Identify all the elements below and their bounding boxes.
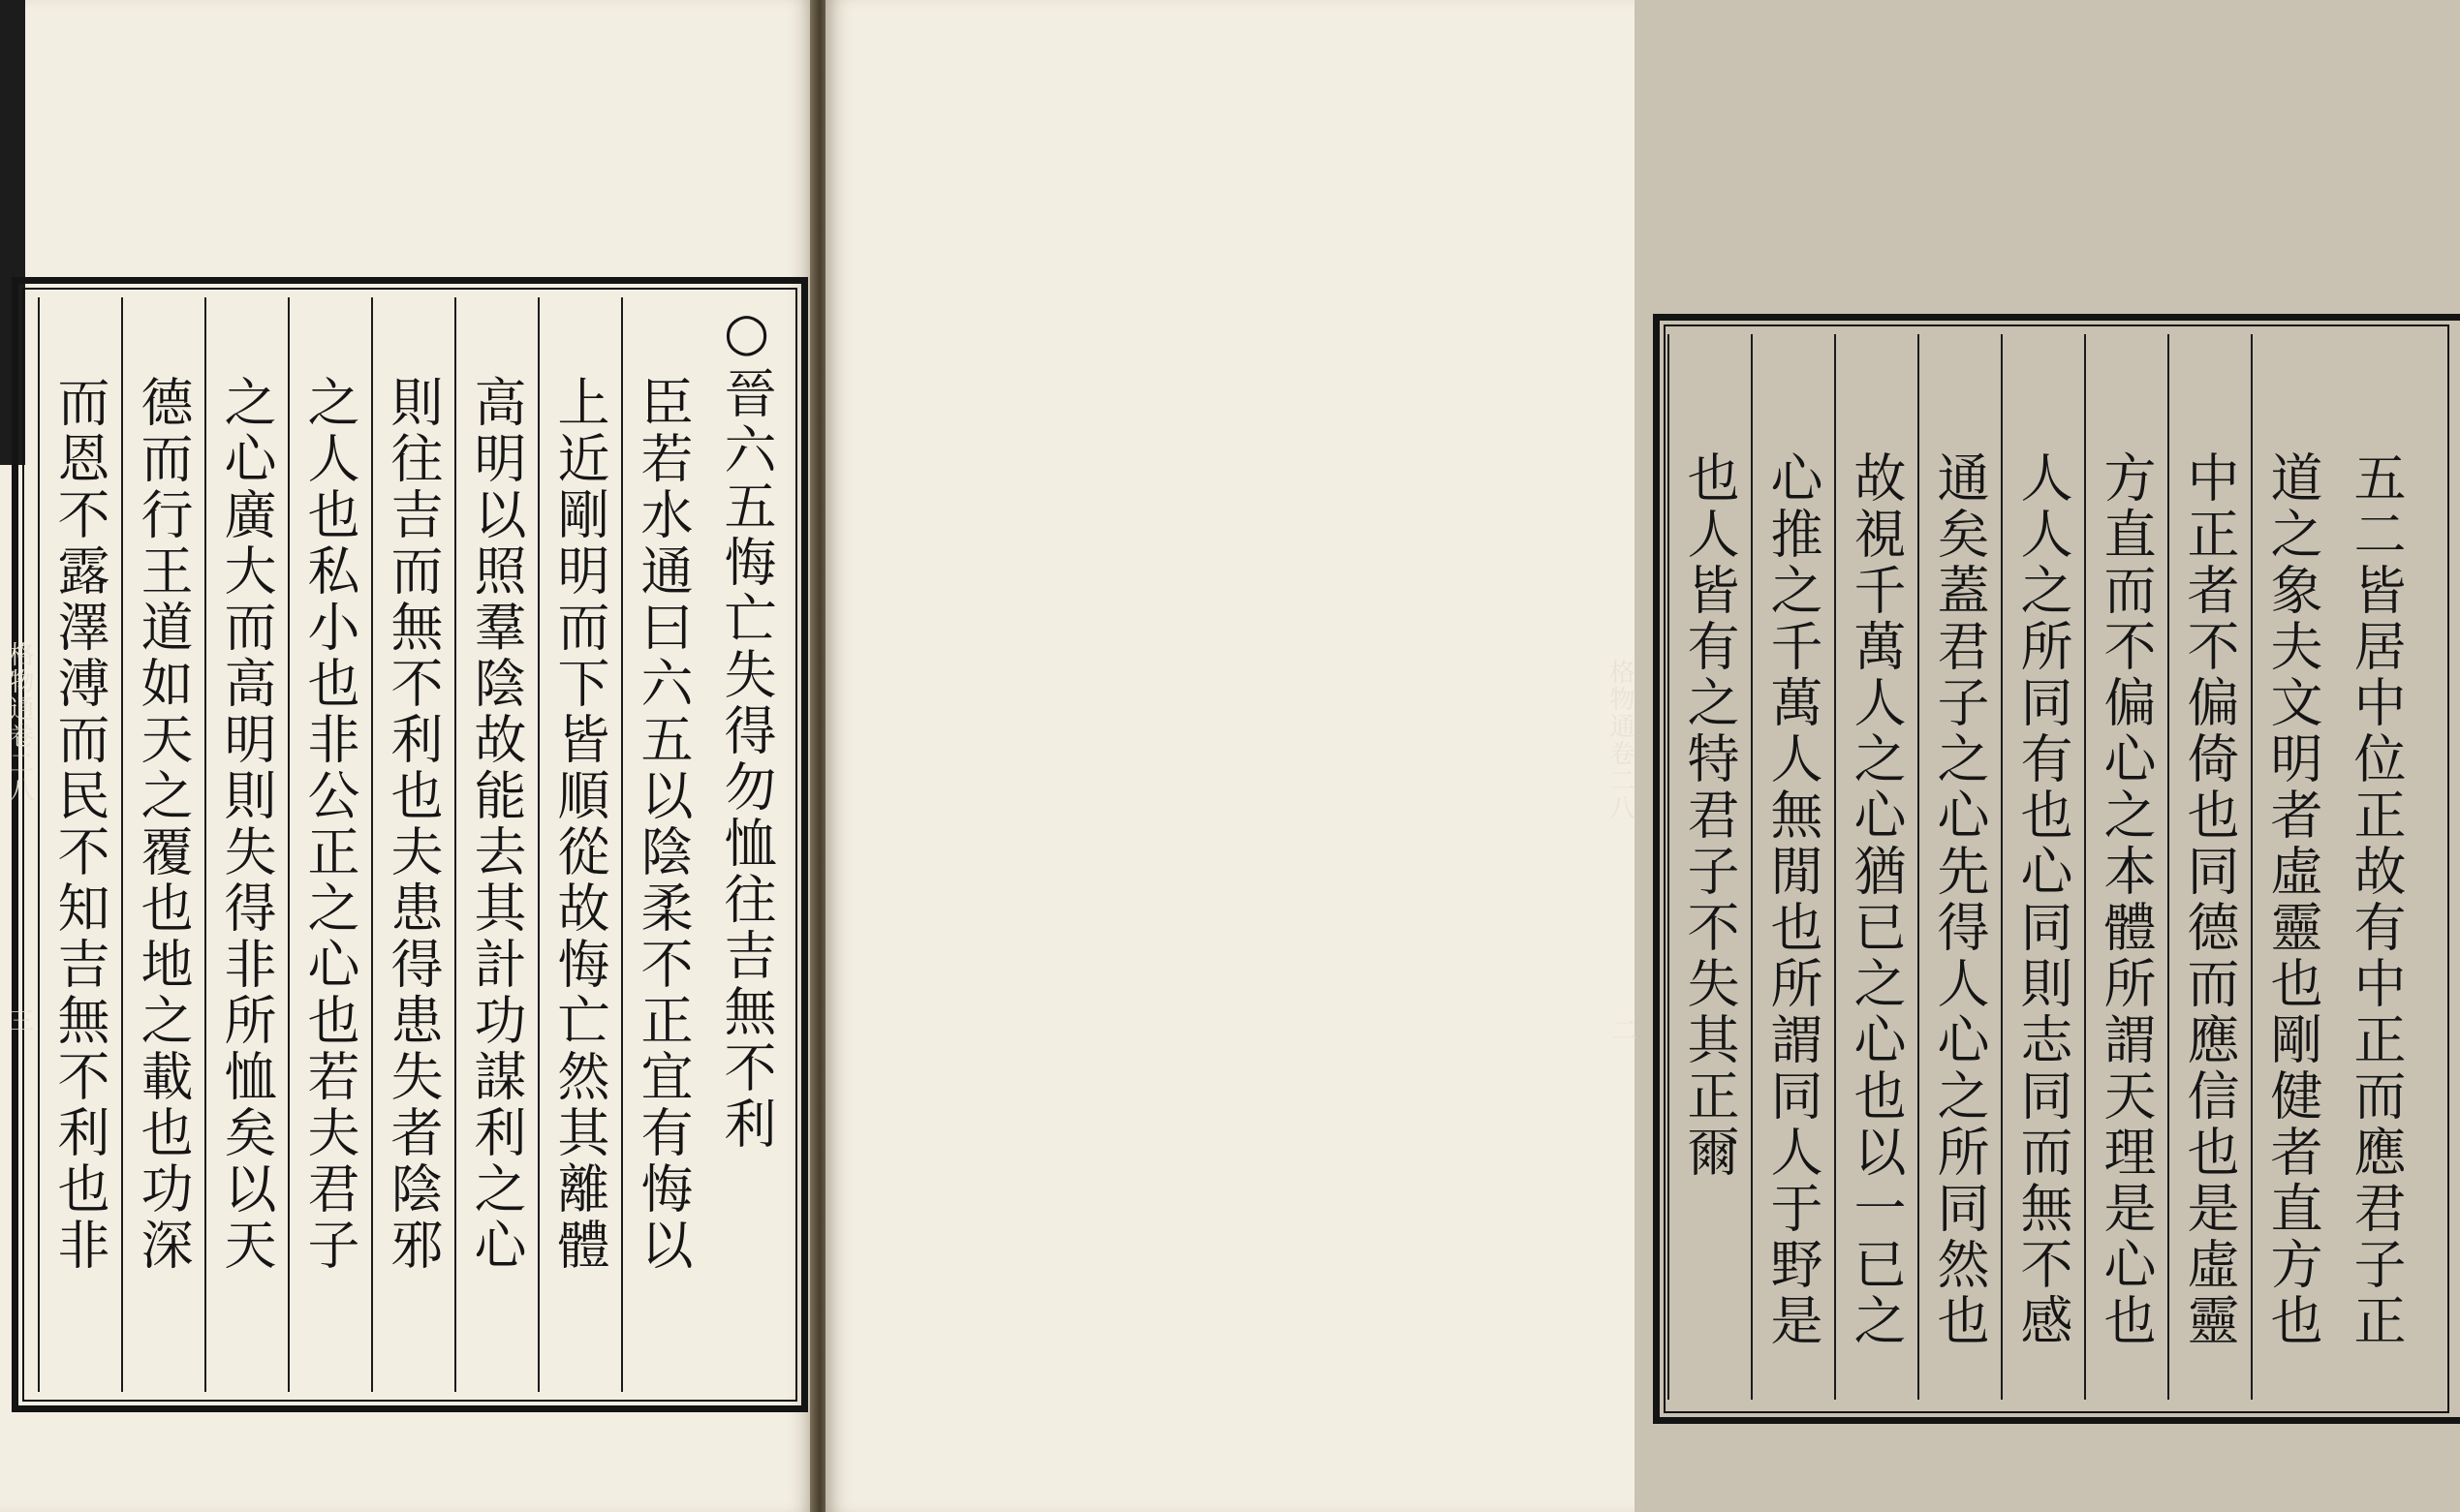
right-column-2: 道之象夫文明者虛靈也剛健者直方也 [2251,334,2334,1400]
right-page-number: 二 [1607,1017,1636,1044]
left-column-2: 臣若水通曰六五以陰柔不正宜有悔以 [621,297,704,1392]
right-column-1: 五二皆居中位正故有中正而應君子正 [2346,450,2407,1349]
right-column-8: 心推之千萬人無閒也所謂同人于野是 [1751,334,1834,1400]
left-column-9: 而恩不露澤溥而民不知吉無不利也非 [38,297,121,1392]
left-column-1: ○晉六五悔亡失得勿恤往吉無不利 [716,301,777,1153]
right-margin-label: 格物通卷二八 [1605,659,1635,821]
left-column-3: 上近剛明而下皆順從故悔亡然其離體 [538,297,621,1392]
right-column-5: 人人之所同有也心同則志同而無不感 [2001,334,2084,1400]
right-column-4: 方直而不偏心之本體所謂天理是心也 [2084,334,2167,1400]
left-text-frame [12,277,808,1412]
left-column-4: 高明以照羣陰故能去其計功謀利之心 [454,297,538,1392]
right-column-9: 也人皆有之特君子不失其正爾 [1667,334,1751,1400]
left-column-5: 則往吉而無不利也夫患得患失者陰邪 [371,297,454,1392]
left-page [0,0,814,1512]
right-column-7: 故視千萬人之心猶已之心也以一已之 [1834,334,1917,1400]
right-text-frame [1653,314,2460,1424]
right-column-3: 中正者不偏倚也同德而應信也是虛靈 [2167,334,2251,1400]
left-page-number: 三 [5,1007,34,1034]
left-column-7: 之心廣大而高明則失得非所恤矣以天 [204,297,288,1392]
left-column-8: 德而行王道如天之覆也地之載也功深 [121,297,204,1392]
left-margin-label: 格物通卷二八 [5,641,34,804]
right-column-6: 通矣蓋君子之心先得人心之所同然也 [1917,334,2001,1400]
right-page [825,0,2407,1512]
left-column-6: 之人也私小也非公正之心也若夫君子 [288,297,371,1392]
